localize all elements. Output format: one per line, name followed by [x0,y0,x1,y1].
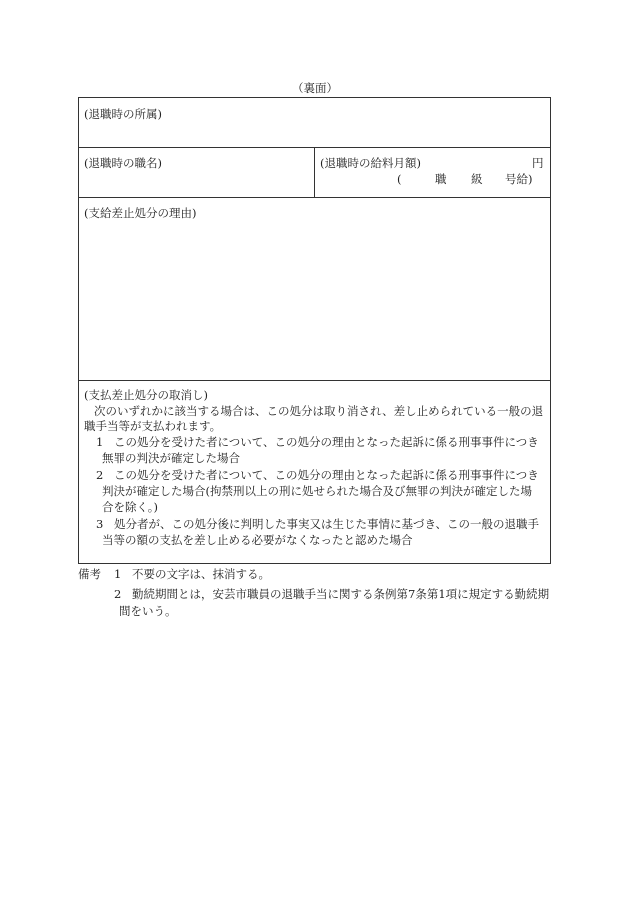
grade-kyu: 級 [471,172,483,186]
remark-line: 間をいう。 [119,604,177,618]
form-table [78,97,551,564]
position-label: (退職時の職名) [84,156,162,170]
item-line: 処分者が、この処分後に判明した事実又は生じた事情に基づき、この一般の退職手 [114,517,540,531]
item-number: 1 [96,435,104,449]
remark-line: 勤続期間とは，安芸市職員の退職手当に関する条例第7条第1項に規定する勤続期 [132,587,550,601]
remarks-label: 備考 [78,567,101,581]
item-line: 無罪の判決が確定した場合 [102,451,240,465]
salary-label: (退職時の給料月額) [320,156,421,170]
item-line: この処分を受けた者について、この処分の理由となった起訴に係る刑事事件につき [114,435,539,449]
column-divider [314,147,315,197]
item-number: 2 [96,468,104,482]
affiliation-label: (退職時の所属) [84,107,162,121]
grade-gokyu: 号給) [505,172,533,186]
remark-number: 2 [114,587,122,601]
reason-label: (支給差止処分の理由) [84,206,197,220]
remark-line: 不要の文字は、抹消する。 [132,567,270,581]
page-title: （裏面） [292,81,338,95]
item-number: 3 [96,517,104,531]
row-divider [79,380,550,381]
cancel-intro-line1: 次のいずれかに該当する場合は、この処分は取り消され、差し止められている一般の退 [94,404,544,418]
salary-unit: 円 [532,156,544,170]
remark-number: 1 [114,567,122,581]
cancel-intro-line2: 職手当等が支払われます。 [84,419,222,433]
item-line: この処分を受けた者について、この処分の理由となった起訴に係る刑事事件につき [114,468,539,482]
cancel-label: (支払差止処分の取消し) [84,388,208,402]
item-line: 合を除く。) [102,500,159,514]
item-line: 当等の額の支払を差し止める必要がなくなったと認めた場合 [102,533,413,547]
grade-open-paren: ( [397,172,402,186]
row-divider [79,197,550,198]
grade-shoku: 職 [435,172,447,186]
item-line: 判決が確定した場合(拘禁刑以上の刑に処せられた場合及び無罪の判決が確定した場 [102,484,532,498]
